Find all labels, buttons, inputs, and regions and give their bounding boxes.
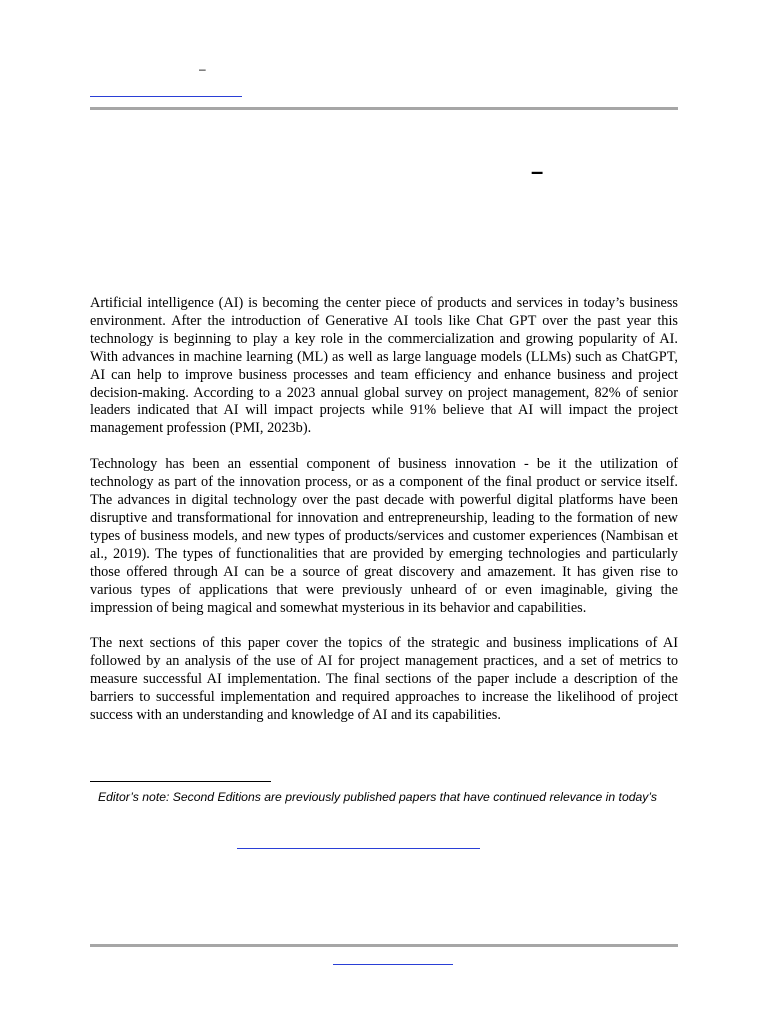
footnote-separator [90,781,271,782]
header-dash: – [199,62,206,76]
footer-rule [90,944,678,947]
footer-link-underline[interactable] [333,964,453,965]
paragraph-1: Artificial intelligence (AI) is becoming the center piece of products and services in today’s business environment. After the introduction of Generative AI tools like Chat GPT over the past year this technology is beginning to play a key role in the commercialization and growing popularity of AI. With advances in machine learning (ML) as well as large language models (LLMs) such as ChatGPT, AI can help to improve business processes and team efficiency and enhance business and project decision-making. According to a 2023 annual global survey on project management, 82% of senior leaders indicated that AI will impact projects while 91% believe that AI will impact the project management profession (PMI, 2023b). [90,295,678,437]
footnote-text: Editor’s note: Second Editions are previously published papers that have continued relevance in today’s [98,790,657,804]
paragraph-2: Technology has been an essential component of business innovation - be it the utilization of technology as part of the innovation process, or as a component of the final product or service itself. The advances in digital technology over the past decade with powerful digital platforms have been disruptive and transformational for innovation and entrepreneurship, leading to the formation of new types of business models, and new types of products/services and customer experiences (Nambisan et al., 2019). The types of functionalities that are provided by emerging technologies and particularly those offered through AI can be a source of great discovery and amazement. It has given rise to various types of applications that were previously unheard of or even imaginable, giving the impression of being magical and somewhat mysterious in its behavior and capabilities. [90,456,678,616]
header-link-underline[interactable] [90,96,242,97]
footnote-link-underline[interactable] [237,848,480,849]
body-text [90,295,678,743]
title-dash: – [531,159,544,184]
header-rule [90,107,678,110]
paragraph-3: The next sections of this paper cover the topics of the strategic and business implications of AI followed by an analysis of the use of AI for project management practices, and a set of metrics to measure successful AI implementation. The final sections of the paper include a description of the barriers to successful implementation and required approaches to increase the likelihood of project success with an understanding and knowledge of AI and its capabilities. [90,635,678,724]
